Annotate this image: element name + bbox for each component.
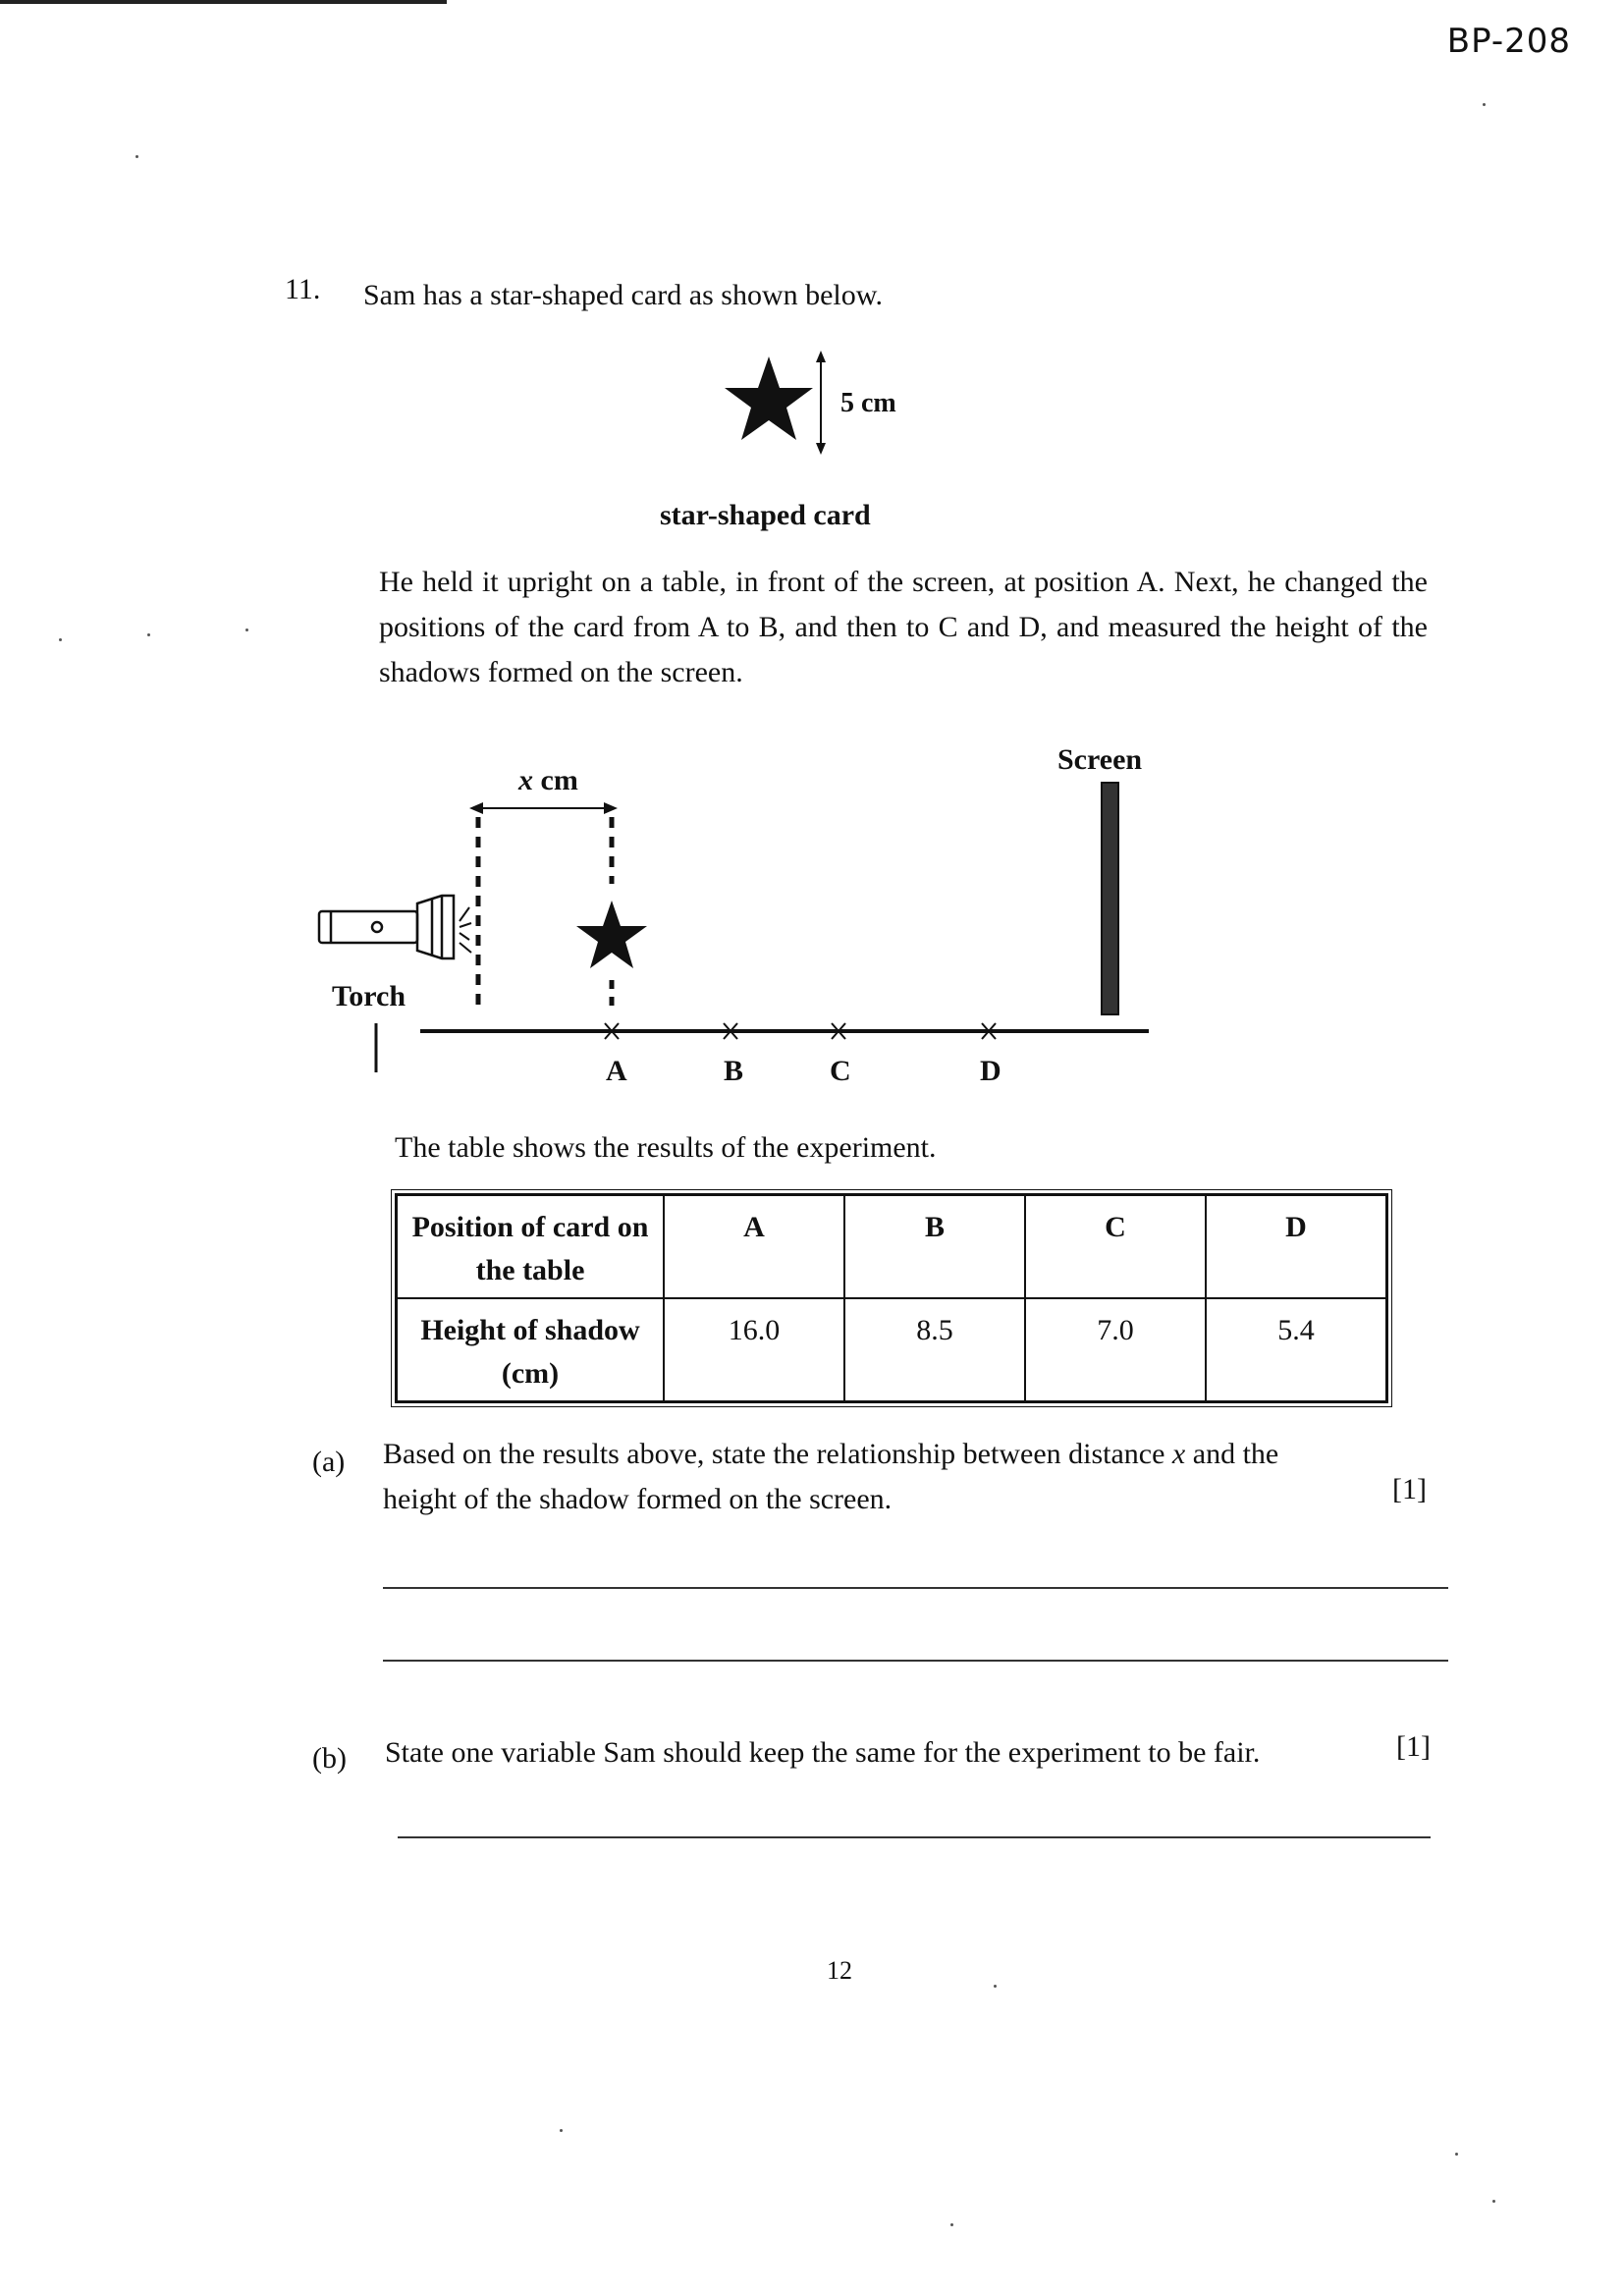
scan-speck: [994, 1985, 997, 1988]
distance-label: x cm: [518, 764, 578, 796]
star-icon: [725, 356, 813, 440]
part-a-marks: [1]: [1392, 1473, 1427, 1505]
table-header-cell: B: [844, 1195, 1025, 1299]
position-label-d: D: [980, 1055, 1001, 1087]
star-icon: [576, 901, 647, 968]
table-cell: 5.4: [1206, 1298, 1387, 1402]
part-a-text: Based on the results above, state the relationship between distance x and the height of the shadow formed on the screen.: [383, 1438, 1279, 1515]
scan-speck: [245, 629, 248, 631]
part-b-label: (b): [312, 1742, 347, 1775]
scan-speck: [1492, 2200, 1495, 2203]
table-cell: 16.0: [664, 1298, 844, 1402]
results-table: [395, 1193, 1388, 1403]
row-header-height: Height of shadow (cm): [397, 1298, 665, 1402]
scan-speck: [1483, 103, 1486, 106]
answer-line-a2[interactable]: [383, 1660, 1448, 1662]
table-cell: 8.5: [844, 1298, 1025, 1402]
experiment-diagram: [295, 766, 1178, 1090]
scan-speck: [1455, 2153, 1458, 2156]
table-intro: The table shows the results of the experiment.: [395, 1131, 937, 1164]
torch-icon: [319, 896, 454, 958]
part-b-marks: [1]: [1396, 1730, 1431, 1763]
answer-line-b1[interactable]: [398, 1836, 1431, 1838]
answer-line-a1[interactable]: [383, 1587, 1448, 1589]
paper-code: BP-208: [1446, 22, 1571, 61]
scan-speck: [135, 155, 138, 158]
screen-label: Screen: [1057, 743, 1143, 776]
distance-arrow: [469, 802, 618, 814]
torch-label: Torch: [332, 980, 406, 1012]
table-row: [397, 1298, 1387, 1402]
table-cell: 7.0: [1025, 1298, 1206, 1402]
scan-speck: [59, 638, 62, 641]
experiment-description: He held it upright on a table, in front of the screen, at position A. Next, he changed the positions of the card from A to B, and then to C and D, and measured the height of the shadows formed on the screen.: [379, 566, 1428, 688]
screen: [1102, 783, 1118, 1014]
position-label-c: C: [830, 1055, 851, 1087]
scan-speck: [560, 2129, 563, 2132]
scan-speck: [147, 633, 150, 636]
table-header-cell: A: [664, 1195, 844, 1299]
light-rays: [460, 907, 471, 953]
page-number: 12: [827, 1956, 852, 1985]
question-intro: Sam has a star-shaped card as shown below.: [363, 279, 883, 311]
card-size-label: 5 cm: [840, 388, 896, 418]
star-card-figure: [707, 349, 933, 462]
table-header-cell: C: [1025, 1195, 1206, 1299]
question-number: 11.: [285, 273, 321, 305]
row-header-position: Position of card on the table: [397, 1195, 665, 1299]
top-rule: [0, 0, 447, 4]
position-label-a: A: [606, 1055, 627, 1087]
scan-speck: [950, 2223, 953, 2226]
table-header-cell: D: [1206, 1195, 1387, 1299]
part-b-text: State one variable Sam should keep the same for the experiment to be fair.: [385, 1736, 1261, 1769]
table-row: [397, 1195, 1387, 1299]
card-caption: star-shaped card: [660, 499, 871, 531]
part-a-label: (a): [312, 1446, 346, 1478]
position-label-b: B: [724, 1055, 744, 1087]
